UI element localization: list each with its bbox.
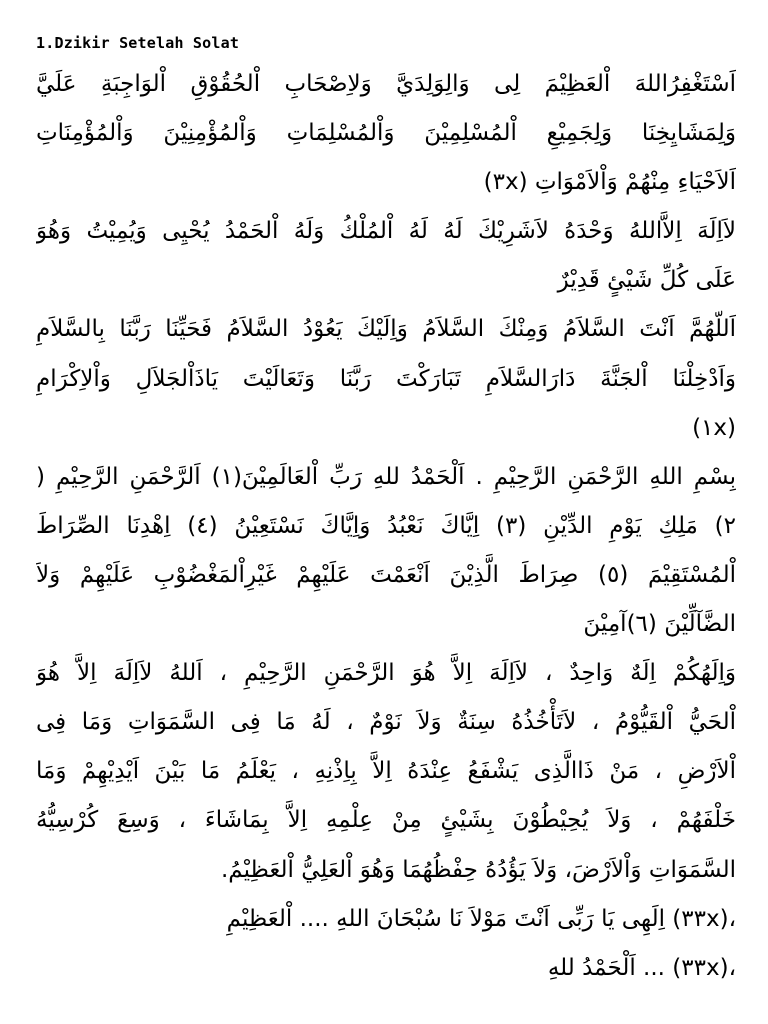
text-line: اْلحَيُّ اْلقَيُّوْمُ ، لاَتَأْخُذُهُ سِنَةٌ وَلاَ نَوْمٌ ، لَهُ مَا فِى السَّمَوَاتِ وَمَا فِى: [36, 709, 736, 736]
text-line: اْلمُسْتَقِيْمَ (٥) صِرَاطَ الَّذِيْنَ اَنْعَمْتَ عَلَيْهِمْ غَيْرِاْلمَغْضُوْبِ عَلَيْهِمْ وَلاَ: [36, 561, 736, 588]
text-line: اْلاَرْضِ ، مَنْ ذَاالَّذِى يَشْفَعُ عِنْدَهُ اِلاَّ بِاِذْنِهِ ، يَعْلَمُ مَا بَيْنَ اَيْدِيْهِمْ وَمَا: [36, 758, 736, 785]
text-line: وَاِلَهُكُمْ اِلَهٌ وَاحِدٌ ، لاَاِلَهَ اِلاَّ هُوَ الرَّحْمَنِ الرَّحِيْمِ ، اَللهُ لاَاِلَهَ اِلاَّ هُوَ: [36, 660, 736, 687]
text-line: وَاَدْخِلْنَا اْلجَنَّةَ دَارَالسَّلاَمِ تَبَارَكْتَ رَبَّنَا وَتَعَالَيْتَ يَاذَاْلجَلاَلِ وَاْلاِكْرَامِ: [36, 365, 736, 392]
text-line: وَلِمَشَايِخِنَا وَلِجَمِيْعِ اْلمُسْلِمِيْنَ وَاْلمُسْلِمَاتِ وَاْلمُؤْمِنِيْنَ وَاْلمُؤْمِنَاتِ: [36, 120, 736, 147]
text-line: السَّمَوَاتِ وَاْلاَرْضَ، وَلاَ يَؤُدُهُ حِفْظُهُمَا وَهُوَ اْلعَلِيُّ اْلعَظِيْمُ.: [220, 856, 736, 883]
text-line: ،(٣٣x) ... اَلْحَمْدُ للهِ: [547, 954, 736, 981]
text-line: اَلاَحْيَاءِ مِنْهُمْ وَاْلاَمْوَاتِ (٣x): [483, 169, 736, 196]
text-line: اَسْتَغْفِرُاللهَ اْلعَظِيْمَ لِى وَالِوَلِدَيَّ وَلاِصْحَابِ اْلحُقُوْقِ اْلوَاجِبَةِ عَلَيَّ: [36, 71, 736, 97]
text-line: الضَّآلِّيْنَ (٦)آمِيْنَ: [583, 611, 736, 638]
text-line: اَللّهُمَّ اَنْتَ السَّلاَمُ وَمِنْكَ السَّلاَمُ وَاِلَيْكَ يَعُوْدُ السَّلاَمُ فَحَيِّنَا رَبَّنَا بِالسَّلاَمِ: [36, 316, 736, 343]
text-line: بِسْمِ اللهِ الرَّحْمَنِ الرَّحِيْمِ . اَلْحَمْدُ للهِ رَبِّ اْلعَالَمِيْنَ(١) اَلرَّحْمَنِ الرَّحِيْمِ (: [36, 463, 736, 490]
text-line: عَلَى كُلِّ شَيْئٍ قَدِيْرٌ: [557, 267, 736, 294]
text-line: لاَاِلَهَ اِلاَّاللهُ وَحْدَهُ لاَشَرِيْكَ لَهُ لَهُ اْلمُلْكُ وَلَهُ اْلحَمْدُ يُحْيِى وَيُمِيْتُ وَهُوَ: [36, 218, 736, 245]
text-line: ٢) مَلِكِ يَوْمِ الدِّيْنِ (٣) اِيَّاكَ نَعْبُدُ وَاِيَّاكَ نَسْتَعِيْنُ (٤) اِهْدِنَا الصِّرَاطَ: [36, 512, 736, 539]
text-line: خَلْفَهُمْ ، وَلاَ يُحِيْطُوْنَ بِشَيْئٍ مِنْ عِلْمِهِ اِلاَّ بِمَاشَاءَ ، وَسِعَ كُرْسِيُّهُ: [36, 807, 736, 834]
text-line: ،(٣٣x) اِلَهِى يَا رَبِّى اَنْتَ مَوْلاَ نَا سُبْحَانَ اللهِ .... اْلعَظِيْمِ: [226, 905, 736, 932]
arabic-prayer-text: [36, 60, 736, 1018]
text-line: (١x): [692, 414, 736, 441]
document-heading: 1.Dzikir Setelah Solat: [36, 34, 240, 52]
